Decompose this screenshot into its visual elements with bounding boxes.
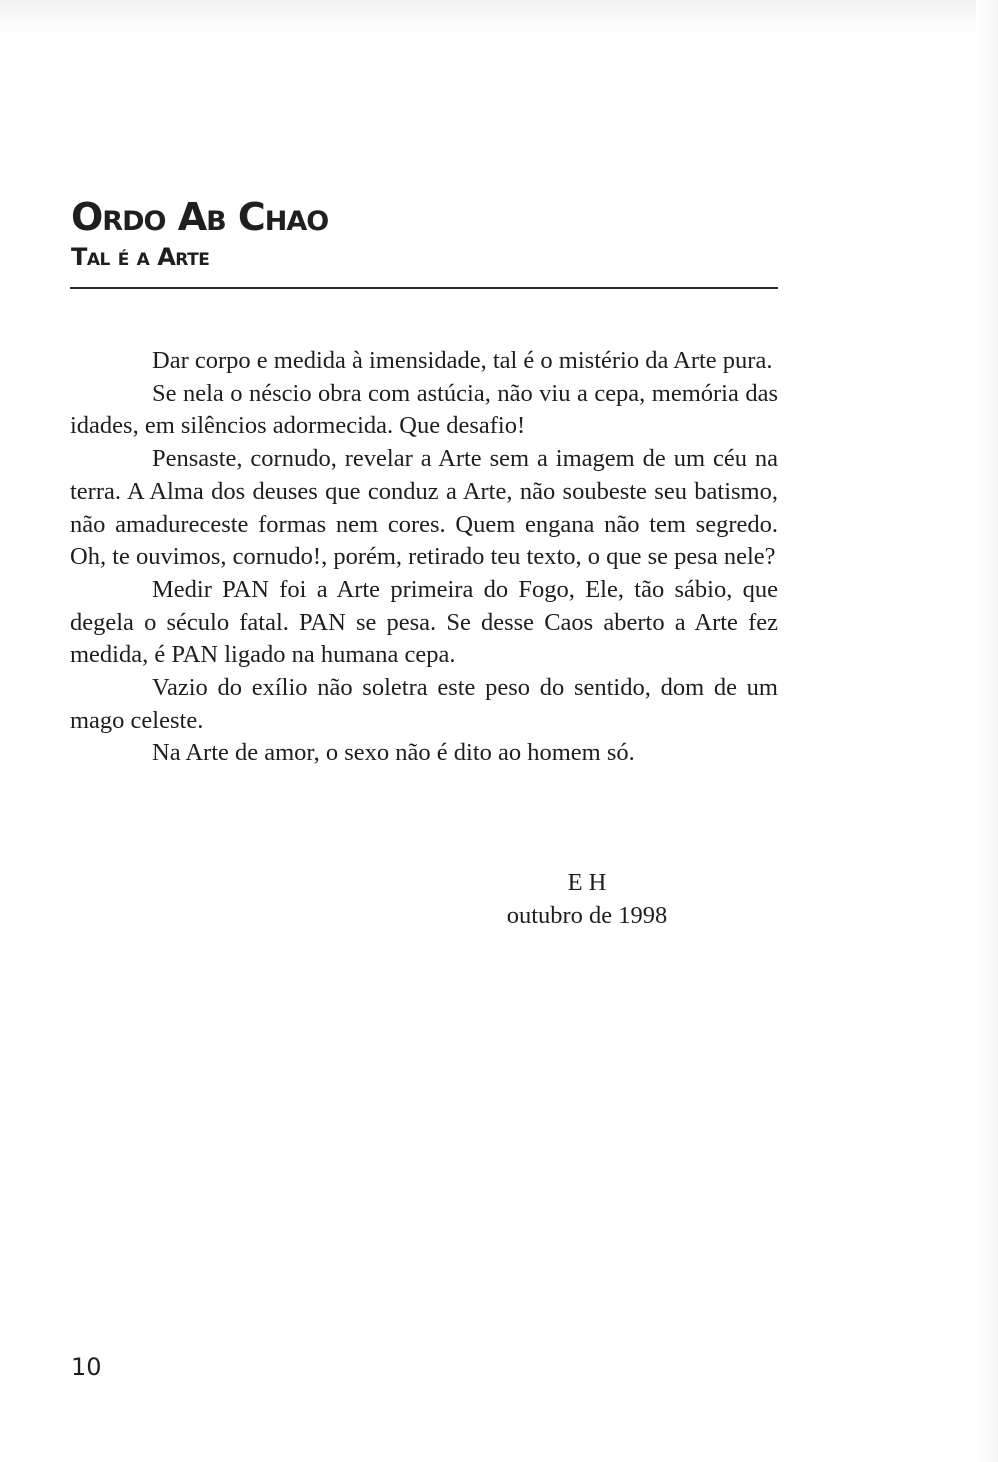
paragraph: Dar corpo e medida à imensidade, tal é o mistério da Arte pura. (152, 347, 773, 374)
author-initials: E H (567, 869, 607, 896)
paragraph: Medir PAN foi a Arte primeira do Fogo, Ele, tão sábio, que degela o século fatal. PAN se pesa. Se desse Caos aberto a Arte fez medida, é PAN ligado na humana cepa. (70, 575, 778, 669)
chapter-subtitle: Tal é a Arte (71, 243, 210, 271)
page-top-shadow (0, 0, 998, 40)
paragraph: Vazio do exílio não soletra este peso do sentido, dom de um mago celeste. (70, 674, 778, 734)
paragraph: Se nela o néscio obra com astúcia, não viu a cepa, memória das idades, em silêncios adormecida. Que desafio! (70, 379, 778, 440)
paragraph: Pensaste, cornudo, revelar a Arte sem a imagem de um céu na terra. A Alma dos deuses que conduz a Arte, não soubeste seu batismo, não amadureceste formas nem cores. Quem engana não tem segredo. Oh, te ouvimos, cornudo!, porém, retirado teu texto, o que se pesa nele? (70, 445, 778, 571)
signature-block (420, 866, 754, 932)
title-divider (70, 287, 778, 289)
page-edge-shadow (976, 0, 998, 1462)
paragraph: Na Arte de amor, o sexo não é dito ao homem só. (152, 739, 635, 767)
signature-date: outubro de 1998 (506, 902, 668, 929)
chapter-title: Ordo Ab Chao (71, 195, 329, 239)
body-text (70, 345, 778, 770)
page-number: 10 (71, 1353, 102, 1381)
